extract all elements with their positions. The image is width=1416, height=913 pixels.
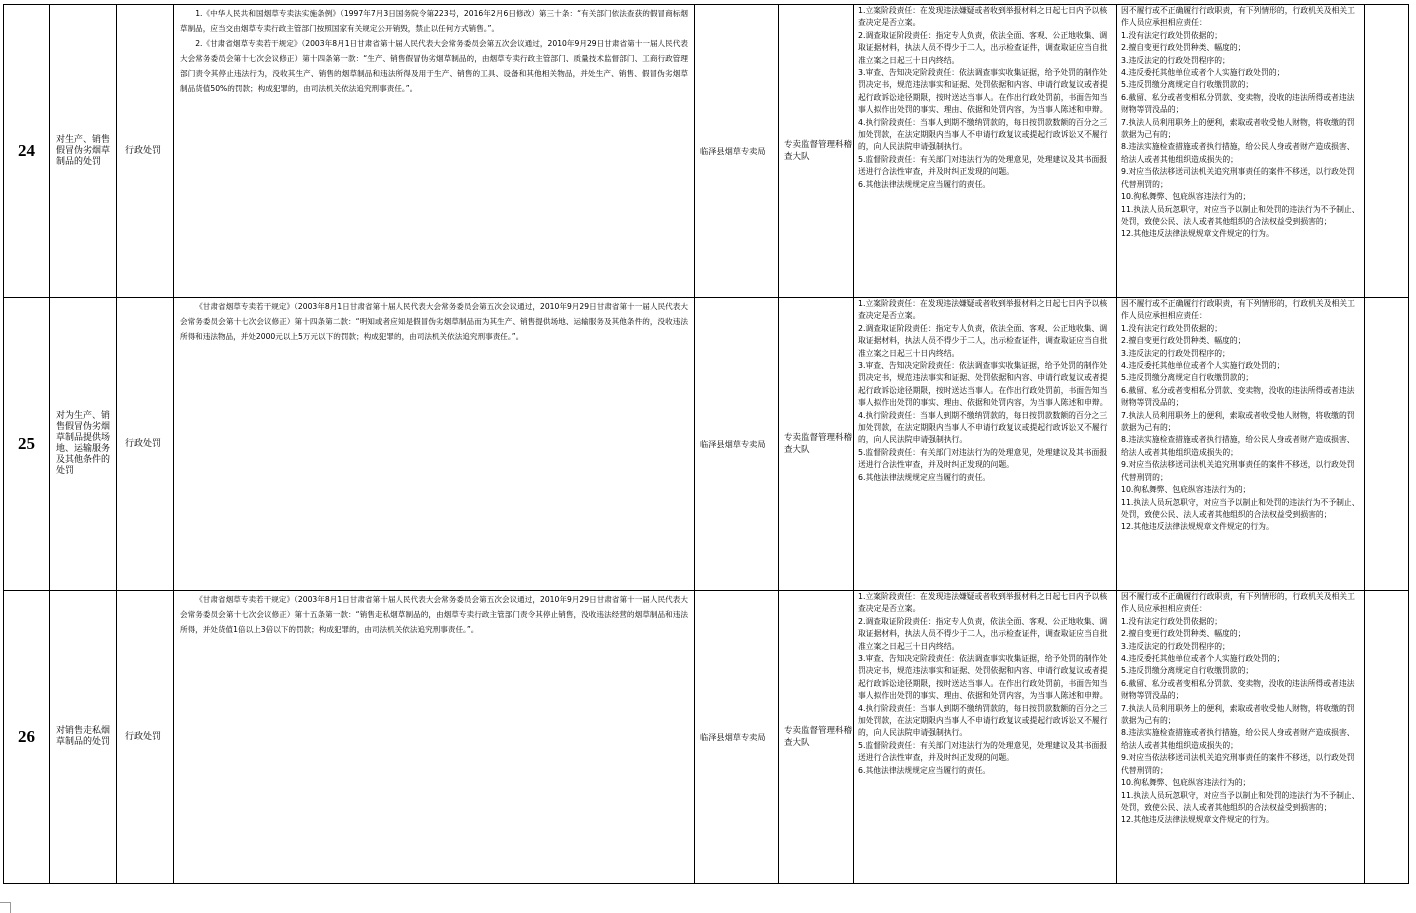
legal-basis-paragraph: 《甘肃省烟草专卖若干规定》（2003年8月1日甘肃省第十届人民代表大会常务委员会第五次会议通过，2010年9月29日甘肃省第十一届人民代表大会常务委员会第十七次会议修正）第十五条第一款：“销售走私烟草制品的，由烟草专卖行政主管部门责令其停止销售，没收违法经营的烟草制品和违法所得，并处货值1倍以上3倍以下的罚款；构成犯罪的，由司法机关依法追究刑事责任。”。 (180, 595, 688, 634)
accountability-item: 2.擅自变更行政处罚种类、幅度的； (1121, 43, 1246, 53)
responsibility-item: 4.执行阶段责任：当事人到期不缴纳罚款的，每日按罚款数额的百分之三加处罚款，在法定期限内当事人不申请行政复议或提起行政诉讼又不履行的，向人民法院申请强制执行。 (858, 703, 1108, 738)
responsibility-item: 3.审查、告知决定阶段责任：依法调查事实收集证据，给予处罚的制作处罚决定书，规范违法事实和证据、处罚依据和内容、申请行政复议或者提起行政诉讼途径期限，按时送达当事人。在作出行政处罚前，书面告知当事人拟作出处罚的事实、理由、依据和处罚内容，为当事人陈述和申辩。 (858, 654, 1108, 701)
responsibility-item: 1.立案阶段责任：在发现违法嫌疑或者收到举报材料之日起七日内予以核查决定是否立案。 (858, 6, 1108, 28)
accountability-item: 2.擅自变更行政处罚种类、幅度的； (1121, 629, 1246, 639)
row-number: 25 (4, 298, 50, 591)
responsibility-list (854, 591, 1117, 884)
legal-basis-paragraph: 2.《甘肃省烟草专卖若干规定》（2003年8月1日甘肃省第十届人民代表大会常务委员会第五次会议通过，2010年9月29日甘肃省第十一届人民代表大会常务委员会第十七次会议修正）第十四条第一款：“生产、销售假冒伪劣烟草制品的，由烟草专卖行政主管部门、质量技术监督部门、工商行政管理部门责令其停止违法行为，没收其生产、销售的烟草制品和违法所得及用于生产、销售的工具、设备和其他相关物品，并处生产、销售、假冒伪劣烟草制品货值50%的罚款；构成犯罪的，由司法机关依法追究刑事责任。”。 (180, 39, 688, 93)
table-row (4, 591, 1409, 884)
accountability-item: 11.执法人员玩忽职守，对应当予以制止和处罚的违法行为不予制止、处罚，致使公民、法人或者其他组织的合法权益受到损害的； (1121, 790, 1360, 812)
accountability-item: 3.违反法定的行政处罚程序的； (1121, 55, 1230, 65)
accountability-item: 5.违反罚缴分离规定自行收缴罚款的； (1121, 80, 1254, 90)
legal-basis-paragraph: 1.《中华人民共和国烟草专卖法实施条例》（1997年7月3日国务院令第223号，2016年2月6日修改）第三十条：“有关部门依法查获的假冒商标烟草制品，应当交由烟草专卖行政主管部门按照国家有关规定公开销毁，禁止以任何方式销售。”。 (180, 9, 688, 33)
accountability-item: 11.执法人员玩忽职守，对应当予以制止和处罚的违法行为不予制止、处罚，致使公民、法人或者其他组织的合法权益受到损害的； (1121, 204, 1360, 226)
responsibility-item: 3.审查、告知决定阶段责任：依法调查事实收集证据，给予处罚的制作处罚决定书，规范违法事实和证据、处罚依据和内容、申请行政复议或者提起行政诉讼途径期限，按时送达当事人。在作出行政处罚前，书面告知当事人拟作出处罚的事实、理由、依据和处罚内容，为当事人陈述和申辩。 (858, 68, 1108, 115)
accountability-list (1117, 591, 1365, 884)
accountability-item: 1.没有法定行政处罚依据的； (1121, 30, 1223, 40)
accountability-item: 因不履行或不正确履行行政职责，有下列情形的，行政机关及相关工作人员应承担相应责任： (1121, 299, 1355, 321)
accountability-item: 8.违法实施检查措施或者执行措施，给公民人身或者财产造成损害、给法人或者其他组织造成损失的； (1121, 435, 1355, 457)
accountability-item: 12.其他违反法律法规规章文件规定的行为。 (1121, 229, 1274, 239)
responsibility-item: 6.其他法律法规规定应当履行的责任。 (858, 179, 991, 189)
accountability-item: 11.执法人员玩忽职守，对应当予以制止和处罚的违法行为不予制止、处罚，致使公民、法人或者其他组织的合法权益受到损害的； (1121, 497, 1360, 519)
power-type: 行政处罚 (117, 298, 174, 591)
responsibility-item: 4.执行阶段责任：当事人到期不缴纳罚款的，每日按罚款数额的百分之三加处罚款，在法定期限内当事人不申请行政复议或提起行政诉讼又不履行的，向人民法院申请强制执行。 (858, 117, 1108, 152)
accountability-item: 9.对应当依法移送司法机关追究刑事责任的案件不移送，以行政处罚代替刑罚的； (1121, 753, 1355, 775)
accountability-item: 10.徇私舞弊、包庇纵容违法行为的； (1121, 485, 1251, 495)
permissions-table (3, 4, 1409, 884)
accountability-item: 9.对应当依法移送司法机关追究刑事责任的案件不移送，以行政处罚代替刑罚的； (1121, 460, 1355, 482)
accountability-item: 5.违反罚缴分离规定自行收缴罚款的； (1121, 666, 1254, 676)
accountability-item: 5.违反罚缴分离规定自行收缴罚款的； (1121, 373, 1254, 383)
accountability-item: 3.违反法定的行政处罚程序的； (1121, 348, 1230, 358)
responsibility-item: 5.监督阶段责任：有关部门对违法行为的处理意见，处理建议及其书面报送进行合法性审查，并及时纠正发现的问题。 (858, 447, 1108, 470)
remarks-cell (1365, 591, 1409, 884)
responsibility-item: 2.调查取证阶段责任：指定专人负责，依法全面、客观、公正地收集、调取证据材料，执法人员不得少于二人，出示检查证件，调查取证应当自批准立案之日起三十日内终结。 (858, 30, 1108, 65)
implementing-agency: 临泽县烟草专卖局 (695, 591, 779, 884)
accountability-item: 6.截留、私分或者变相私分罚款、变卖物，没收的违法所得或者违法财物等罚没品的； (1121, 385, 1355, 408)
accountability-item: 7.执法人员利用职务上的便利，索取或者收受他人财物，将收缴的罚款据为己有的； (1121, 410, 1355, 433)
row-number: 26 (4, 591, 50, 884)
responsibility-list (854, 298, 1117, 591)
accountability-item: 4.违反委托其他单位或者个人实施行政处罚的； (1121, 654, 1285, 664)
responsibility-list (854, 5, 1117, 298)
remarks-cell (1365, 5, 1409, 298)
accountability-item: 12.其他违反法律法规规章文件规定的行为。 (1121, 522, 1274, 532)
power-type: 行政处罚 (117, 5, 174, 298)
accountability-item: 1.没有法定行政处罚依据的； (1121, 616, 1223, 626)
accountability-item: 2.擅自变更行政处罚种类、幅度的； (1121, 336, 1246, 346)
accountability-item: 7.执法人员利用职务上的便利，索取或者收受他人财物，将收缴的罚款据为己有的； (1121, 117, 1355, 140)
implementing-agency: 临泽县烟草专卖局 (695, 298, 779, 591)
power-type: 行政处罚 (117, 591, 174, 884)
implementing-agency: 临泽县烟草专卖局 (695, 5, 779, 298)
legal-basis-paragraph: 《甘肃省烟草专卖若干规定》（2003年8月1日甘肃省第十届人民代表大会常务委员会第五次会议通过，2010年9月29日甘肃省第十一届人民代表大会常务委员会第十七次会议修正）第十四条第二款：“明知或者应知是假冒伪劣烟草制品而为其生产、销售提供场地、运输服务及其他条件的，没收违法所得和违法物品，并处2000元以上5万元以下的罚款；构成犯罪的，由司法机关依法追究刑事责任。”。 (180, 302, 688, 341)
accountability-item: 3.违反法定的行政处罚程序的； (1121, 641, 1230, 651)
responsibility-item: 2.调查取证阶段责任：指定专人负责，依法全面、客观、公正地收集、调取证据材料，执法人员不得少于二人，出示检查证件，调查取证应当自批准立案之日起三十日内终结。 (858, 323, 1108, 358)
accountability-item: 7.执法人员利用职务上的便利，索取或者收受他人财物，将收缴的罚款据为己有的； (1121, 703, 1355, 726)
responsibility-item: 5.监督阶段责任：有关部门对违法行为的处理意见，处理建议及其书面报送进行合法性审查，并及时纠正发现的问题。 (858, 154, 1108, 177)
responsibility-item: 1.立案阶段责任：在发现违法嫌疑或者收到举报材料之日起七日内予以核查决定是否立案。 (858, 299, 1108, 321)
table-row (4, 5, 1409, 298)
legal-basis (174, 5, 695, 298)
responsibility-item: 3.审查、告知决定阶段责任：依法调查事实收集证据，给予处罚的制作处罚决定书，规范违法事实和证据、处罚依据和内容、申请行政复议或者提起行政诉讼途径期限，按时送达当事人。在作出行政处罚前，书面告知当事人拟作出处罚的事实、理由、依据和处罚内容，为当事人陈述和申辩。 (858, 361, 1108, 408)
responsibility-item: 1.立案阶段责任：在发现违法嫌疑或者收到举报材料之日起七日内予以核查决定是否立案。 (858, 592, 1108, 614)
accountability-item: 9.对应当依法移送司法机关追究刑事责任的案件不移送，以行政处罚代替刑罚的； (1121, 167, 1355, 189)
accountability-item: 4.违反委托其他单位或者个人实施行政处罚的； (1121, 68, 1285, 78)
responsibility-item: 6.其他法律法规规定应当履行的责任。 (858, 765, 991, 775)
responsible-department: 专卖监督管理科稽查大队 (779, 5, 854, 298)
accountability-item: 因不履行或不正确履行行政职责，有下列情形的，行政机关及相关工作人员应承担相应责任： (1121, 592, 1355, 614)
responsibility-item: 4.执行阶段责任：当事人到期不缴纳罚款的，每日按罚款数额的百分之三加处罚款，在法定期限内当事人不申请行政复议或提起行政诉讼又不履行的，向人民法院申请强制执行。 (858, 410, 1108, 445)
legal-basis (174, 298, 695, 591)
responsible-department: 专卖监督管理科稽查大队 (779, 298, 854, 591)
item-name: 对销售走私烟草制品的处罚 (50, 591, 117, 884)
accountability-item: 因不履行或不正确履行行政职责，有下列情形的，行政机关及相关工作人员应承担相应责任： (1121, 6, 1355, 28)
accountability-item: 6.截留、私分或者变相私分罚款、变卖物，没收的违法所得或者违法财物等罚没品的； (1121, 678, 1355, 701)
row-number: 24 (4, 5, 50, 298)
legal-basis (174, 591, 695, 884)
accountability-item: 12.其他违反法律法规规章文件规定的行为。 (1121, 815, 1274, 825)
item-name: 对为生产、销售假冒伪劣烟草制品提供场地、运输服务及其他条件的处罚 (50, 298, 117, 591)
responsibility-item: 5.监督阶段责任：有关部门对违法行为的处理意见，处理建议及其书面报送进行合法性审查，并及时纠正发现的问题。 (858, 740, 1108, 763)
table-row (4, 298, 1409, 591)
accountability-item: 4.违反委托其他单位或者个人实施行政处罚的； (1121, 361, 1285, 371)
accountability-item: 6.截留、私分或者变相私分罚款、变卖物，没收的违法所得或者违法财物等罚没品的； (1121, 92, 1355, 115)
responsible-department: 专卖监督管理科稽查大队 (779, 591, 854, 884)
accountability-list (1117, 298, 1365, 591)
accountability-list (1117, 5, 1365, 298)
accountability-item: 10.徇私舞弊、包庇纵容违法行为的； (1121, 778, 1251, 788)
accountability-item: 1.没有法定行政处罚依据的； (1121, 323, 1223, 333)
accountability-item: 10.徇私舞弊、包庇纵容违法行为的； (1121, 192, 1251, 202)
accountability-item: 8.违法实施检查措施或者执行措施，给公民人身或者财产造成损害、给法人或者其他组织造成损失的； (1121, 142, 1355, 164)
accountability-item: 8.违法实施检查措施或者执行措施，给公民人身或者财产造成损害、给法人或者其他组织造成损失的； (1121, 728, 1355, 750)
responsibility-item: 6.其他法律法规规定应当履行的责任。 (858, 472, 991, 482)
responsibility-item: 2.调查取证阶段责任：指定专人负责，依法全面、客观、公正地收集、调取证据材料，执法人员不得少于二人，出示检查证件，调查取证应当自批准立案之日起三十日内终结。 (858, 616, 1108, 651)
item-name: 对生产、销售假冒伪劣烟草制品的处罚 (50, 5, 117, 298)
remarks-cell (1365, 298, 1409, 591)
permissions-table-sheet (3, 4, 1409, 884)
sheet-corner-mark (0, 902, 11, 913)
